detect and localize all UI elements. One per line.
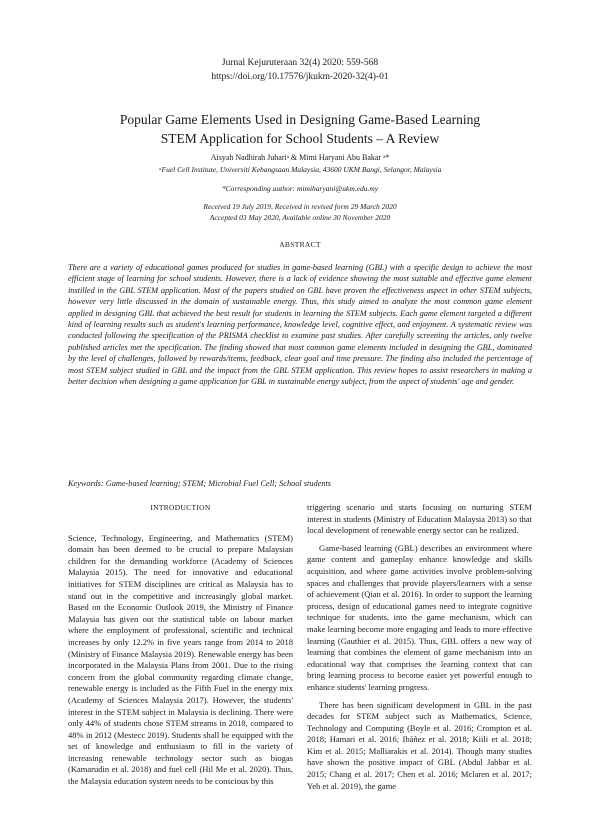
title-line-1: Popular Game Elements Used in Designing Game-Based Learning [119,112,481,127]
body-paragraph: Science, Technology, Engineering, and Mathematics (STEM) domain has been deemed to be crucial to prepare Malaysian children for the demanding workforce (Academy of Sciences Malaysia 2015). The need for innovative and educational initiatives for STEM disciplines are critical as Malaysia has to stand out in the competitive and increasingly global market. Based on the Economic Outlook 2019, the Ministry of Finance Malaysia has given out the statistical table on labour market where the employment of professional, scientific and technical increases by only 12.2% in five years range from 2014 to 2018 (Ministry of Finance Malaysia 2019). Renewable energy has been incorporated in the Malaysia Plans from 2001. Due to the rising concern from the global community regarding climate change, renewable energy is included as the Fifth Fuel in the energy mix (Academy of Sciences Malaysia 2017). However, the students' interest in the STEM subject in Malaysia is declining. There were only 44% of students chose STEM streams in 2018, compared to 48% in 2012 (Mestecc 2019). Students shall be equipped with the set of knowledge and enthusiasm to fill in the variety of increasing renewable technology sector such as biogas (Kamarudin et al. 2018) and fuel cell (Hil Me et al. 2020). Thus, the Malaysia education system needs to be conscious by this [68,532,293,787]
abstract-text: There are a variety of educational games produced for studies in game-based learning (GBL) with a specific design to achieve the most efficient stage of learning for school students. However, there is a lack of evidence showing the most suitable and effective game element instilled in the GBL STEM application. Most of the papers studied on GBL have proven the effectiveness aspect in other STEM subjects, however very little discussed in the domain of sustainable energy. Thus, this study aimed to analyze the most common game element applied in designing GBL that achieved the best result for students in learning the STEM subjects. Each game element targeted a different kind of learning results such as student's learning performance, knowledge level, cognitive effect, and enjoyment. A systematic review was conducted following the specification of the PRISMA checklist to examine past studies. After carefully screening the articles, only twelve published articles met the specification. The finding showed that most common game elements included in designing the GBL, dominated by the level of challenges, followed by rewards/items, feedback, clear goal and time pressure. The finding also included the percentage of most STEM subject studied in GBL and the impact from the GBL STEM application. This review hopes to assist researchers in making a better decision when designing a game application for GBL in sustainable energy subject, from the aspect of students' age and gender. [68,263,532,387]
dates [0,201,600,223]
right-column [307,502,532,798]
abstract-heading: ABSTRACT [279,240,321,249]
title-line-2: STEM Application for School Students – A Review [160,131,440,146]
left-column [68,502,293,794]
authors: Aisyah Nadhirah Juhariᵃ & Mimi Haryani Abu Bakar ᵃ* [210,153,390,162]
introduction-heading: INTRODUCTION [150,503,211,512]
received-dates: Received 19 July 2019, Received in revised form 29 March 2020 [203,202,397,211]
paper-title [40,110,560,148]
journal-info [0,56,600,84]
journal-citation: Jurnal Kejuruteraan 32(4) 2020: 559-568 [221,58,379,68]
accepted-dates: Accepted 03 May 2020, Available online 30 November 2020 [209,213,391,222]
body-paragraph: Game-based learning (GBL) describes an environment where game content and gameplay enhance knowledge and skills acquisition, and where game activities involve problem-solving spaces and challenges that provide players/learners with a sense of achievement (Qian et al. 2016). In order to support the learning process, design of educational games need to integrate cognitive technique for students, into the game mechanism, which can make learning become more engaging and leads to more effective learning (Gauthier et al. 2015). Thus, GBL offers a new way of learning that combines the element of game mechanism into an educational way that comprises the learning context that can bring learning process to become easier yet powerful enough to enhance students' learning progress. [307,542,532,692]
affiliation: ᵃFuel Cell Institute, Universiti Kebangsaan Malaysia, 43600 UKM Bangi, Selangor, Malaysia [158,165,442,174]
body-paragraph: There has been significant development in GBL in the past decades for STEM subject such as Mathematics, Science, Technology and Computing (Boyle et al. 2016; Crompton et al. 2018; Hamari et al. 2016; Ibáñez et al. 2018; Kiili et al. 2018; Kim et al. 2015; Malliarakis et al. 2014). Though many studies have shown the positive impact of GBL (Abdul Jabbar et al. 2015; Chang et al. 2017; Chen et al. 2016; Mclaren et al. 2017; Yeh et al. 2019), the game [307,699,532,791]
corresponding-author: *Corresponding author: mimiharyani@ukm.edu.my [221,184,379,193]
body-paragraph: triggering scenario and starts focusing on nurturing STEM interest in students (Ministry of Education Malaysia 2013) so that local development of renewable energy sector can be realized. [307,502,532,536]
doi-link[interactable]: https://doi.org/10.17576/jkukm-2020-32(4)-01 [211,72,389,82]
keywords: Keywords: Game-based learning; STEM; Microbial Fuel Cell; School students [68,479,332,488]
